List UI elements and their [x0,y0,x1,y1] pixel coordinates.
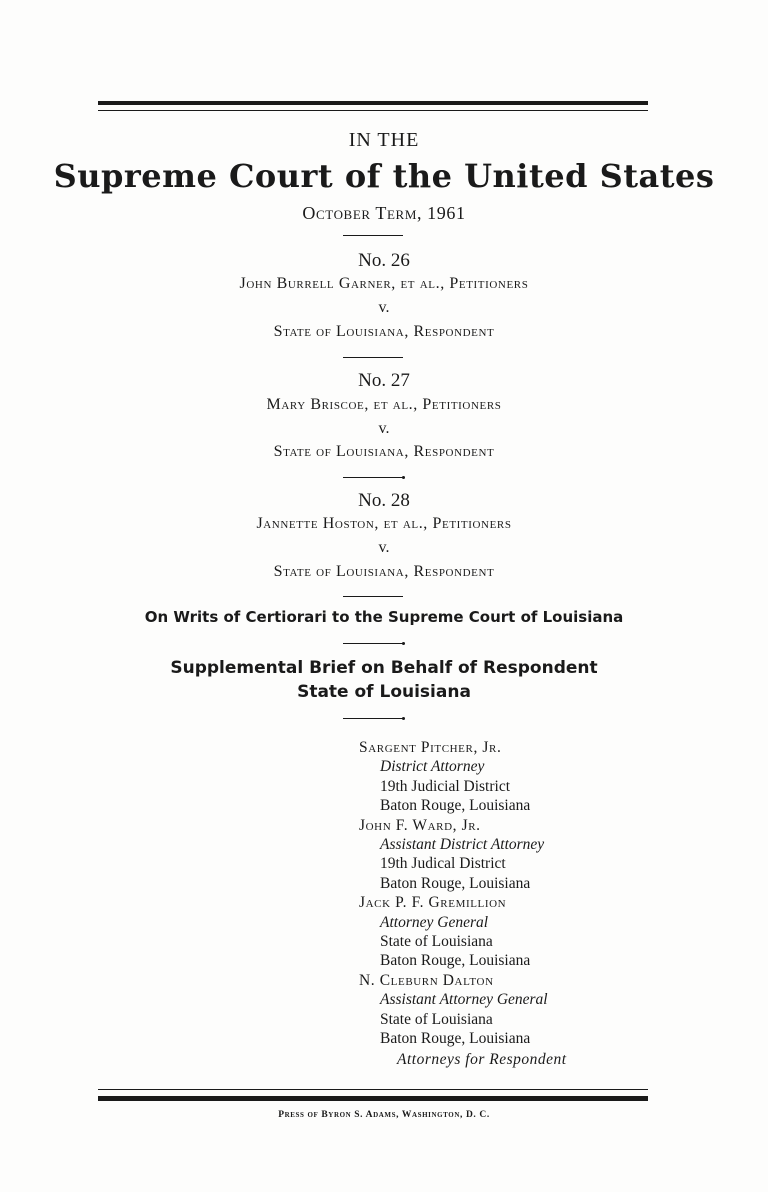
attorney-line: Baton Rouge, Louisiana [380,952,531,970]
case-petitioners: Mary Briscoe, et al., Petitioners [266,396,502,413]
term-line: October Term, 1961 [302,203,466,223]
attorney-list [359,738,659,1049]
attorney-block [359,816,659,894]
attorney-line: State of Louisiana [380,933,493,951]
case-respondent: State of Louisiana, Respondent [273,443,495,460]
attorney-name: N. Cleburn Dalton [359,971,494,989]
in-the-heading: IN THE [348,129,420,151]
case-petitioners: John Burrell Garner, et al., Petitioners [239,275,529,292]
attorney-title: Attorney General [380,913,489,931]
case-respondent: State of Louisiana, Respondent [273,563,495,580]
attorney-line: 19th Judical District [380,855,506,873]
divider [343,643,403,644]
divider [343,718,403,719]
attorney-title: Assistant District Attorney [380,836,545,854]
brief-title-line1: Supplemental Brief on Behalf of Respondent [170,658,598,678]
attorney-block [359,738,659,816]
bottom-thick-rule [98,1096,648,1101]
attorney-title: District Attorney [380,758,485,776]
top-thin-rule [98,110,648,111]
divider [343,357,403,358]
versus: v. [378,420,390,437]
case-number: No. 28 [358,490,410,511]
attorney-block [359,971,659,1049]
court-name: Supreme Court of the United States [53,157,715,195]
attorney-line: Baton Rouge, Louisiana [380,874,531,892]
attorney-block [359,893,659,971]
divider [343,235,403,236]
case-number: No. 27 [358,370,410,391]
divider [343,477,403,478]
top-thick-rule [98,101,648,105]
attorney-name: John F. Ward, Jr. [359,816,481,834]
attorney-line: 19th Judicial District [380,777,511,795]
brief-title-line2: State of Louisiana [297,682,471,702]
versus: v. [378,299,390,316]
writs-line: On Writs of Certiorari to the Supreme Court of Louisiana [144,608,624,626]
attorney-name: Sargent Pitcher, Jr. [359,739,502,756]
attorney-title: Assistant Attorney General [380,991,548,1009]
attorney-line: Baton Rouge, Louisiana [380,797,531,815]
bottom-thin-rule [98,1089,648,1090]
attorneys-for-respondent: Attorneys for Respondent [397,1051,567,1068]
case-number: No. 26 [358,250,410,271]
versus: v. [378,539,390,556]
divider [343,596,403,597]
attorney-name: Jack P. F. Gremillion [359,894,507,912]
press-imprint: Press of Byron S. Adams, Washington, D. C. [278,1110,490,1120]
attorney-line: Baton Rouge, Louisiana [380,1030,531,1048]
case-petitioners: Jannette Hoston, et al., Petitioners [256,515,512,532]
attorney-line: State of Louisiana [380,1010,493,1028]
case-respondent: State of Louisiana, Respondent [273,323,495,340]
